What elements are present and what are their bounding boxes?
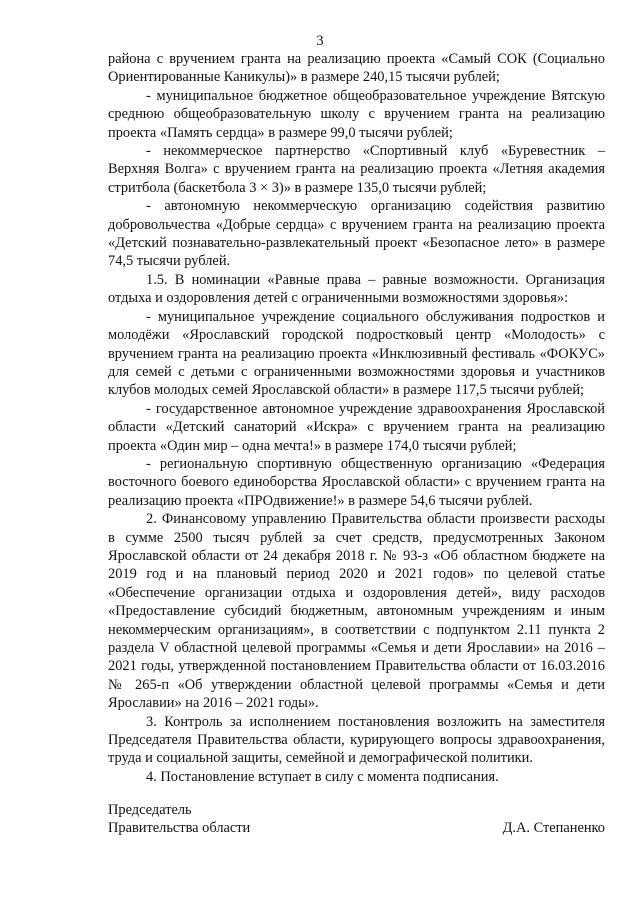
clause-3: 3. Контроль за исполнением постановления возложить на заместителя Председателя Правительства области, курирующего вопросы здравоохранения, труда и социальной защиты, семейной и демографической политики. (108, 713, 605, 767)
signature-block (108, 801, 605, 838)
list-item-grant: - государственное автономное учреждение здравоохранения Ярославской области «Детский санаторий «Искра» с вручением гранта на реализацию проекта «Один мир – одна мечта!» в размере 174,0 тысячи рублей; (108, 400, 605, 454)
signatory-title-line1: Председатель (108, 802, 192, 818)
clause-2: 2. Финансовому управлению Правительства области произвести расходы в сумме 2500 тысяч рублей за счет средств, предусмотренных Законом Ярославской области от 24 декабря 2018 г. № 93-з «Об областном бюджете на 2019 год и на плановый период 2020 и 2021 годов» по целевой статье «Обеспечение организации отдыха и оздоровления детей», виду расходов «Предоставление субсидий бюджетным, автономным учреждениям и иным некоммерческим организациям», в соответствии с подпунктом 2.11 пункта 2 раздела V областной целевой программы «Семья и дети Ярославии» на 2016 – 2021 годы, утвержденной постановлением Правительства области от 16.03.2016 № 265-п «Об утверждении областной целевой программы «Семья и дети Ярославии» на 2016 – 2021 годы». (108, 511, 605, 712)
page-number: 3 (316, 33, 324, 49)
signatory-title-line2: Правительства области (108, 820, 251, 837)
list-item-grant: - автономную некоммерческую организацию содействия развитию добровольчества «Добрые сердца» с вручением гранта на реализацию проекта «Детский познавательно-развлекательный проект «Безопасное лето» в размере 74,5 тысячи рублей. (108, 198, 605, 270)
paragraph-continuation: района с вручением гранта на реализацию проекта «Самый СОК (Социально Ориентированные Каникулы)» в размере 240,15 тысячи рублей; (108, 51, 605, 86)
signatory-name: Д.А. Степаненко (502, 820, 605, 837)
list-item-grant: - региональную спортивную общественную организацию «Федерация восточного боевого единоборства Ярославской области» с вручением гранта на реализацию проекта «ПРОдвижение!» в размере 54,6 тысячи рублей. (108, 455, 605, 509)
clause-4: 4. Постановление вступает в силу с момента подписания. (146, 768, 499, 785)
list-item-grant: - муниципальное учреждение социального обслуживания подростков и молодёжи «Ярославский городской подростковый центр «Молодость» с вручением гранта на реализацию проекта «Инклюзивный фестиваль «ФОКУС» для семей с детьми с ограниченными возможностями здоровья и участников клубов молодых семей Ярославской области» в размере 117,5 тысячи рублей; (108, 308, 605, 399)
list-item-grant: - муниципальное бюджетное общеобразовательное учреждение Вятскую среднюю общеобразовательную школу с вручением гранта на реализацию проекта «Память сердца» в размере 99,0 тысячи рублей; (108, 87, 605, 141)
document-body (108, 50, 605, 786)
list-item-grant: - некоммерческое партнерство «Спортивный клуб «Буревестник – Верхняя Волга» с вручением гранта на реализацию проекта «Летняя академия стритбола (баскетбола 3 × 3)» в размере 135,0 тысячи рублей; (108, 143, 605, 196)
section-heading-1-5: 1.5. В номинации «Равные права – равные возможности. Организация отдыха и оздоровления детей с ограниченными возможностями здоровья»: (108, 271, 605, 307)
